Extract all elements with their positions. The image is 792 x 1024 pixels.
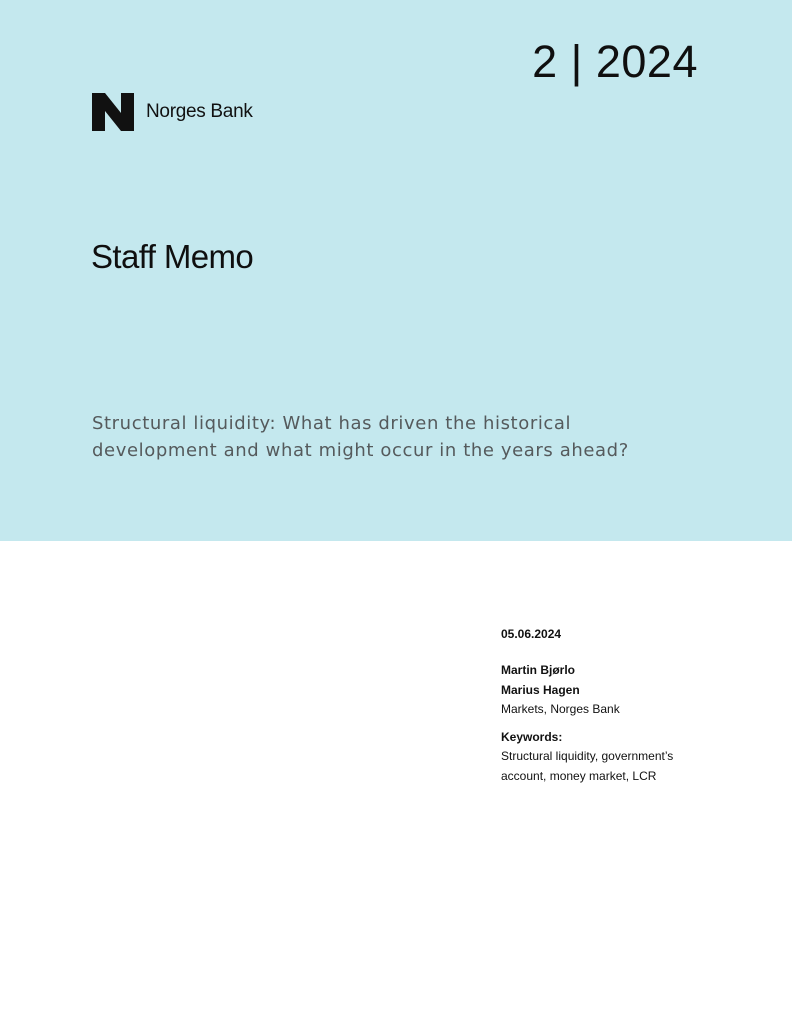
author-name: Martin Bjørlo (501, 663, 575, 677)
brand-name: Norges Bank (146, 101, 253, 122)
series-title: Staff Memo (91, 238, 254, 275)
memo-metadata (501, 626, 701, 786)
author-department: Markets, Norges Bank (501, 702, 620, 716)
author-name: Marius Hagen (501, 682, 580, 697)
issue-number: 2 | 2024 (532, 36, 698, 87)
memo-subtitle: Structural liquidity: What has driven the historical development and what might occur in the years ahead? (92, 413, 629, 461)
keywords-list: Structural liquidity, government’s account, money market, LCR (501, 749, 674, 783)
keywords-label: Keywords: (501, 729, 563, 744)
norges-bank-n-logo-icon (92, 93, 134, 131)
publication-date: 05.06.2024 (501, 627, 562, 641)
norges-bank-logo (92, 93, 253, 131)
